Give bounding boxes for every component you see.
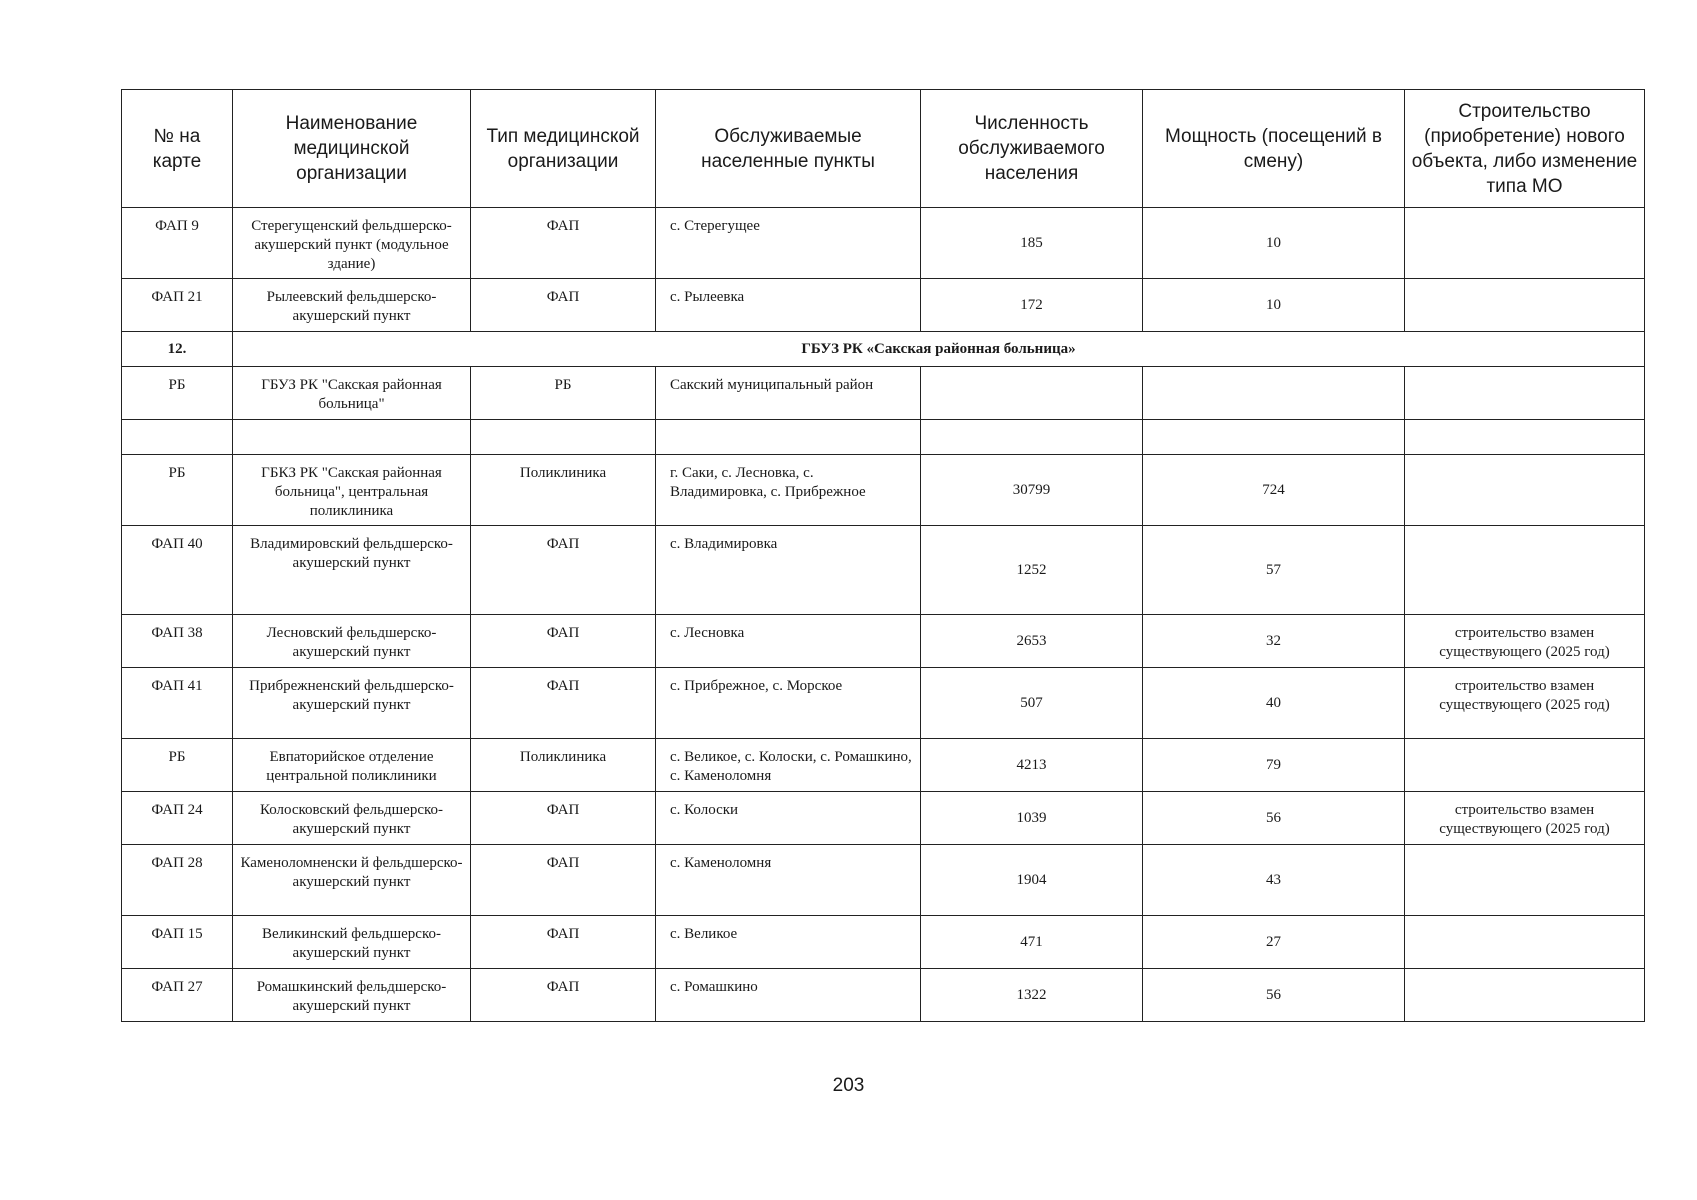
cell-name: Великинский фельдшерско- акушерский пункт (233, 916, 471, 969)
table-row (122, 845, 1645, 916)
section-title: ГБУЗ РК «Сакская районная больница» (233, 332, 1645, 367)
table-row (122, 739, 1645, 792)
cell-places: с. Рылеевка (656, 279, 921, 332)
cell-population (921, 420, 1143, 455)
cell-capacity (1143, 420, 1405, 455)
cell-name: Колосковский фельдшерско- акушерский пункт (233, 792, 471, 845)
cell-capacity: 10 (1143, 279, 1405, 332)
cell-population: 2653 (921, 615, 1143, 668)
cell-capacity (1143, 367, 1405, 420)
cell-num: ФАП 15 (122, 916, 233, 969)
cell-name: Евпаторийское отделение центральной поликлиники (233, 739, 471, 792)
cell-places: с. Владимировка (656, 526, 921, 615)
cell-type: ФАП (471, 845, 656, 916)
cell-name: Рылеевский фельдшерско- акушерский пункт (233, 279, 471, 332)
section-row (122, 332, 1645, 367)
cell-construction: строительство взамен существующего (2025 год) (1405, 792, 1645, 845)
cell-type: ФАП (471, 969, 656, 1022)
cell-construction (1405, 526, 1645, 615)
cell-type: ФАП (471, 668, 656, 739)
cell-places (656, 420, 921, 455)
header-org-name: Наименование медицинской организации (233, 90, 471, 208)
cell-capacity: 724 (1143, 455, 1405, 526)
table-row-empty (122, 420, 1645, 455)
cell-num: ФАП 40 (122, 526, 233, 615)
cell-name: Стерегущенский фельдшерско- акушерский пункт (модульное здание) (233, 208, 471, 279)
cell-places: с. Стерегущее (656, 208, 921, 279)
cell-num (122, 420, 233, 455)
cell-type: ФАП (471, 615, 656, 668)
table-row (122, 208, 1645, 279)
cell-capacity: 40 (1143, 668, 1405, 739)
cell-places: с. Лесновка (656, 615, 921, 668)
table-row (122, 615, 1645, 668)
cell-capacity: 79 (1143, 739, 1405, 792)
cell-population: 30799 (921, 455, 1143, 526)
cell-population: 172 (921, 279, 1143, 332)
cell-places: г. Саки, с. Лесновка, с. Владимировка, с. Прибрежное (656, 455, 921, 526)
cell-num: ФАП 27 (122, 969, 233, 1022)
cell-type: ФАП (471, 279, 656, 332)
cell-construction (1405, 916, 1645, 969)
cell-name: Владимировский фельдшерско- акушерский пункт (233, 526, 471, 615)
table-row (122, 792, 1645, 845)
cell-population: 1904 (921, 845, 1143, 916)
cell-capacity: 27 (1143, 916, 1405, 969)
cell-population: 507 (921, 668, 1143, 739)
cell-name: Ромашкинский фельдшерско- акушерский пункт (233, 969, 471, 1022)
cell-capacity: 56 (1143, 969, 1405, 1022)
section-number: 12. (122, 332, 233, 367)
cell-population: 4213 (921, 739, 1143, 792)
table-row (122, 668, 1645, 739)
cell-population: 471 (921, 916, 1143, 969)
cell-type: ФАП (471, 916, 656, 969)
cell-construction (1405, 969, 1645, 1022)
cell-type (471, 420, 656, 455)
cell-num: ФАП 38 (122, 615, 233, 668)
table-row (122, 969, 1645, 1022)
cell-name: ГБКЗ РК "Сакская районная больница", центральная поликлиника (233, 455, 471, 526)
page-number: 203 (832, 1075, 865, 1096)
cell-type: ФАП (471, 526, 656, 615)
cell-type: Поликлиника (471, 739, 656, 792)
cell-capacity: 43 (1143, 845, 1405, 916)
cell-places: с. Великое, с. Колоски, с. Ромашкино, с. Каменоломня (656, 739, 921, 792)
cell-construction (1405, 279, 1645, 332)
cell-capacity: 10 (1143, 208, 1405, 279)
cell-population: 1252 (921, 526, 1143, 615)
cell-construction (1405, 208, 1645, 279)
cell-type: РБ (471, 367, 656, 420)
cell-type: ФАП (471, 792, 656, 845)
cell-places: с. Колоски (656, 792, 921, 845)
cell-num: РБ (122, 455, 233, 526)
cell-population: 185 (921, 208, 1143, 279)
header-map-number: № на карте (122, 90, 233, 208)
table-row (122, 526, 1645, 615)
table-row (122, 367, 1645, 420)
cell-places: Сакский муниципальный район (656, 367, 921, 420)
cell-capacity: 32 (1143, 615, 1405, 668)
cell-name: Лесновский фельдшерско- акушерский пункт (233, 615, 471, 668)
header-population: Численность обслуживаемого населения (921, 90, 1143, 208)
cell-num: ФАП 28 (122, 845, 233, 916)
header-served-places: Обслуживаемые населенные пункты (656, 90, 921, 208)
cell-name (233, 420, 471, 455)
table-row (122, 279, 1645, 332)
cell-type: Поликлиника (471, 455, 656, 526)
cell-num: РБ (122, 739, 233, 792)
cell-type: ФАП (471, 208, 656, 279)
table-row (122, 455, 1645, 526)
cell-name: Прибрежненский фельдшерско- акушерский пункт (233, 668, 471, 739)
header-org-type: Тип медицинской организации (471, 90, 656, 208)
cell-num: РБ (122, 367, 233, 420)
cell-construction (1405, 367, 1645, 420)
facilities-table (121, 89, 1645, 1022)
cell-population: 1322 (921, 969, 1143, 1022)
cell-construction: строительство взамен существующего (2025 год) (1405, 615, 1645, 668)
cell-population (921, 367, 1143, 420)
cell-construction (1405, 845, 1645, 916)
cell-name: ГБУЗ РК "Сакская районная больница" (233, 367, 471, 420)
cell-capacity: 56 (1143, 792, 1405, 845)
cell-construction (1405, 455, 1645, 526)
cell-num: ФАП 24 (122, 792, 233, 845)
table-header (122, 90, 1645, 208)
cell-num: ФАП 9 (122, 208, 233, 279)
cell-construction (1405, 739, 1645, 792)
table-row (122, 916, 1645, 969)
cell-construction: строительство взамен существующего (2025 год) (1405, 668, 1645, 739)
cell-num: ФАП 41 (122, 668, 233, 739)
cell-construction (1405, 420, 1645, 455)
header-construction: Строительство (приобретение) нового объекта, либо изменение типа МО (1405, 90, 1645, 208)
cell-places: с. Ромашкино (656, 969, 921, 1022)
cell-places: с. Каменоломня (656, 845, 921, 916)
cell-num: ФАП 21 (122, 279, 233, 332)
cell-places: с. Прибрежное, с. Морское (656, 668, 921, 739)
cell-places: с. Великое (656, 916, 921, 969)
cell-population: 1039 (921, 792, 1143, 845)
cell-name: Каменоломненски й фельдшерско- акушерский пункт (233, 845, 471, 916)
header-capacity: Мощность (посещений в смену) (1143, 90, 1405, 208)
cell-capacity: 57 (1143, 526, 1405, 615)
